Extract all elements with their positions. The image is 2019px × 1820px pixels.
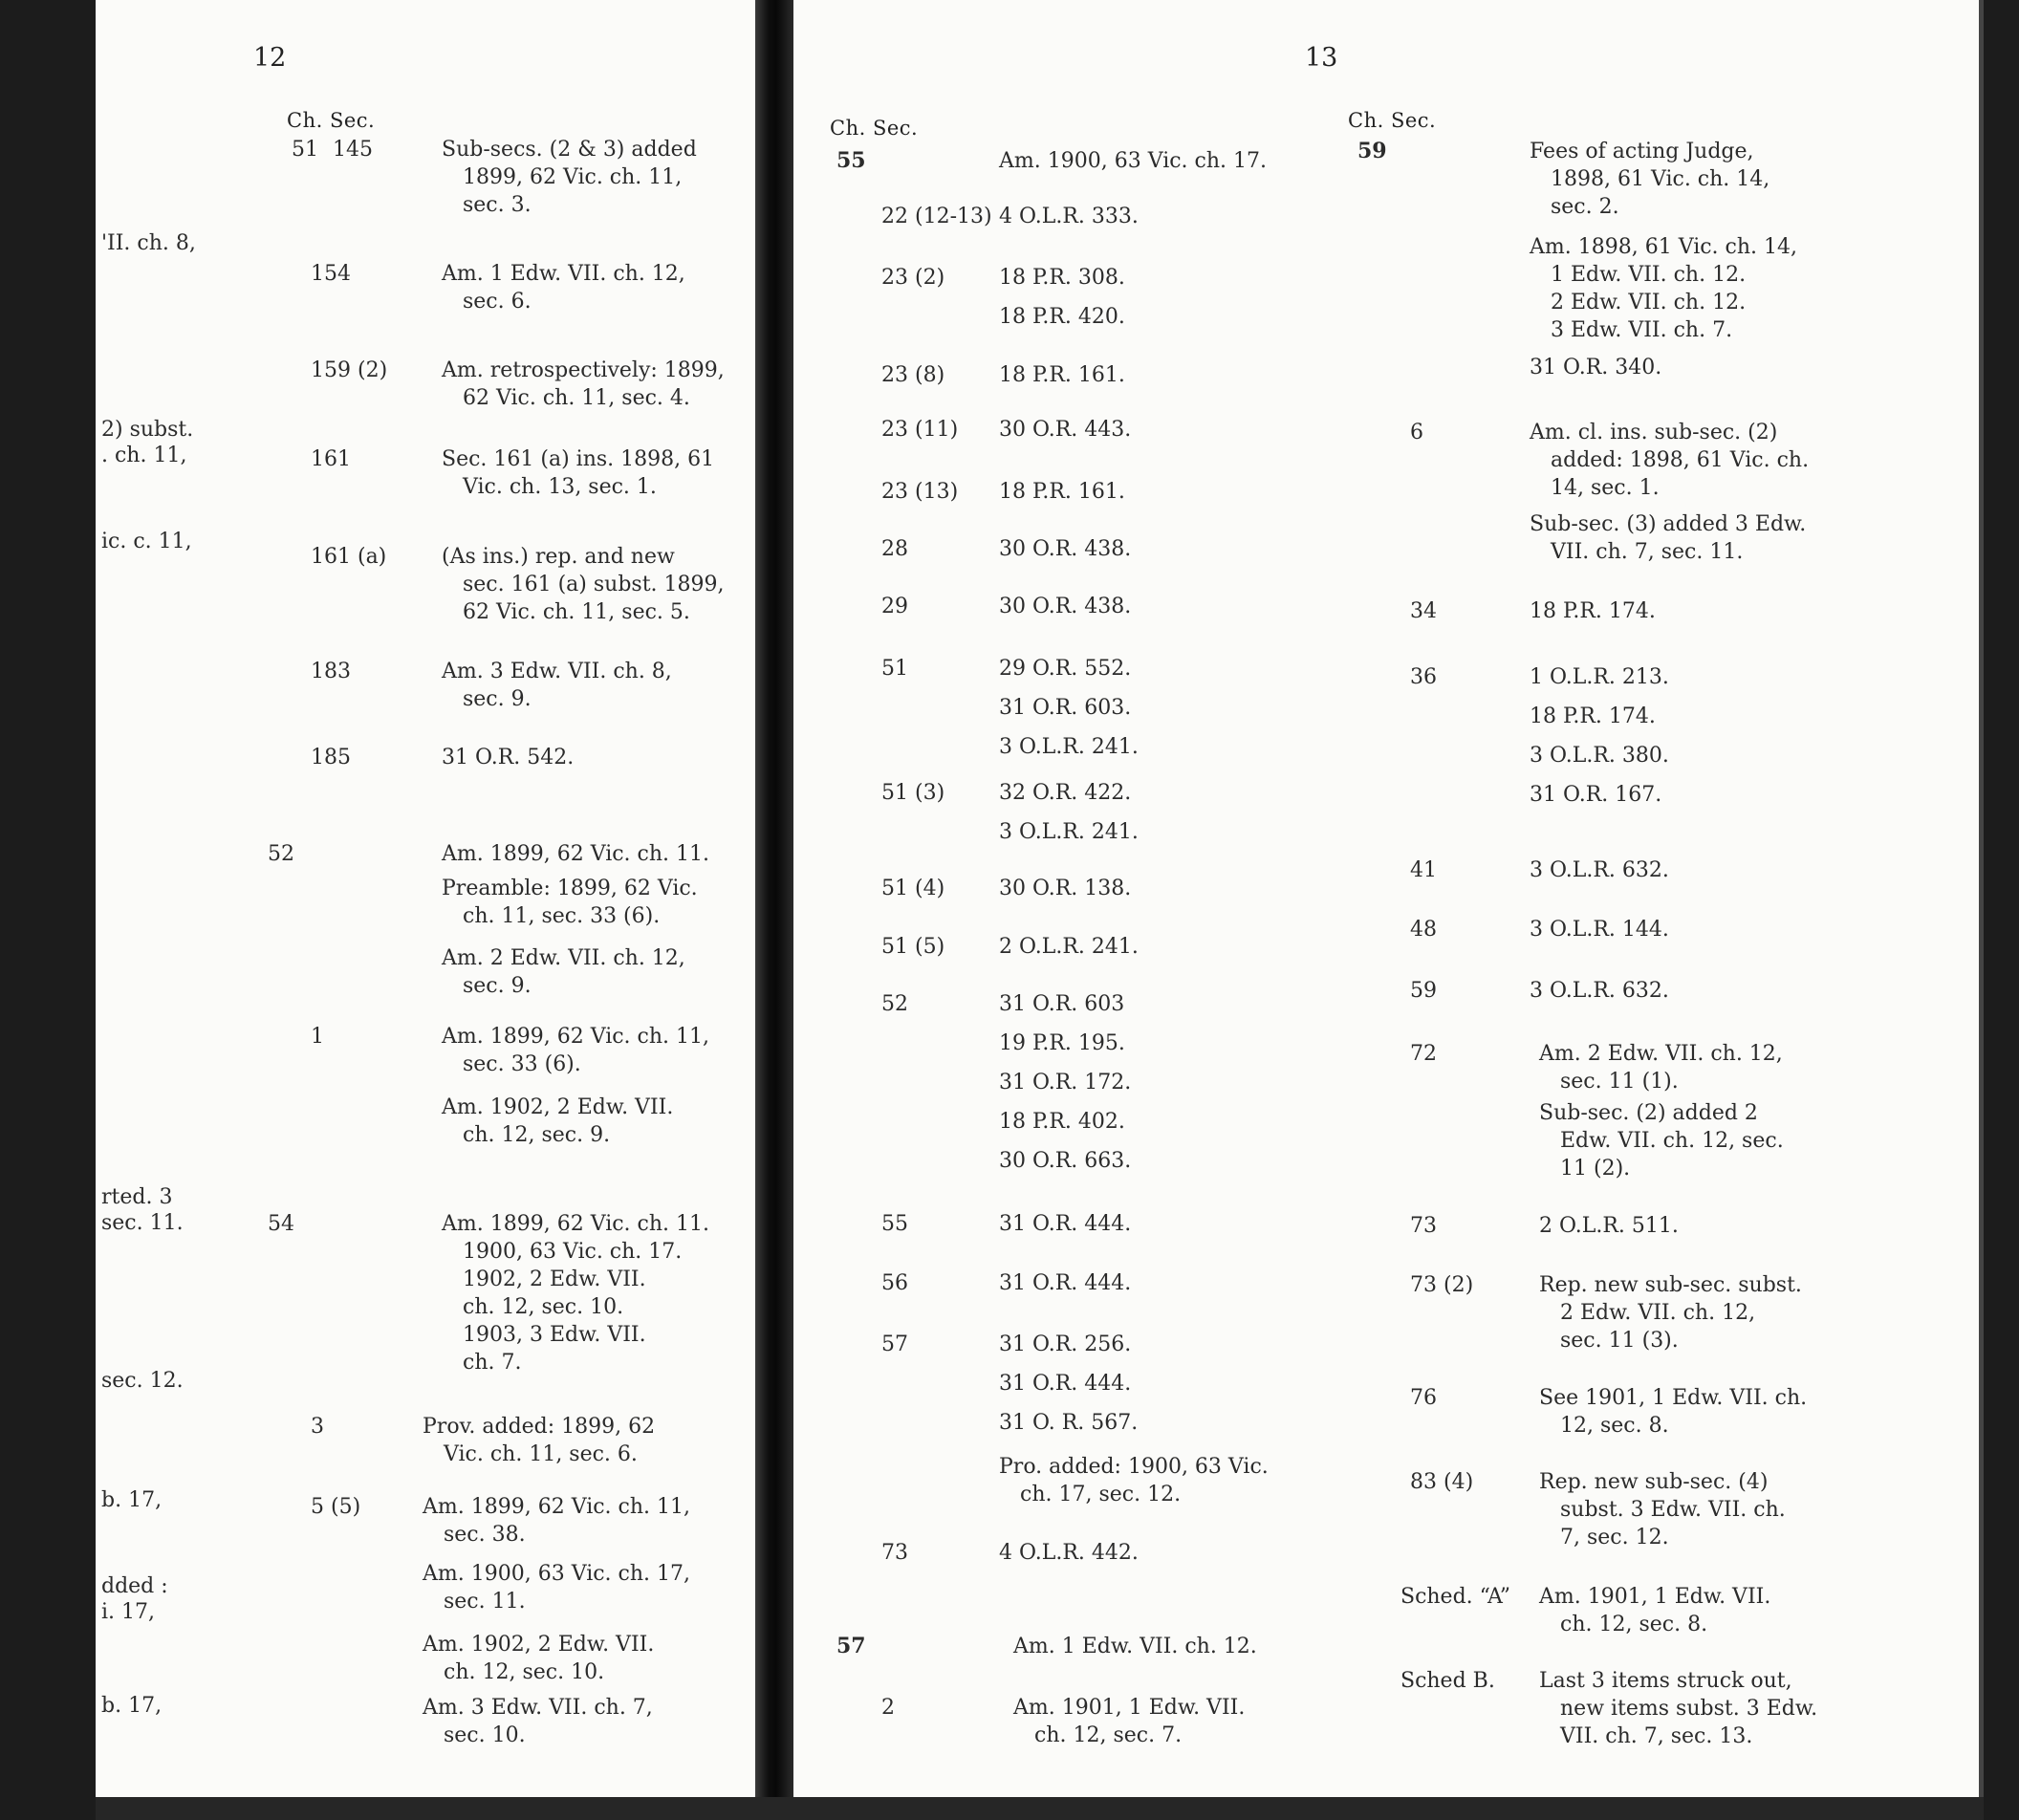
citation-line: 3 O.L.R. 632.	[1530, 979, 1669, 1003]
citation-line: sec. 9.	[463, 974, 532, 998]
section-number: 1	[311, 1025, 324, 1049]
citation-line: Rep. new sub-sec. subst.	[1539, 1273, 1802, 1297]
citation-line: 3 O.L.R. 144.	[1530, 918, 1669, 942]
section-number: 51 (3)	[881, 781, 945, 805]
citation-line: 31 O.R. 444.	[999, 1271, 1132, 1295]
section-number: 29	[881, 595, 908, 618]
citation-line: 31 O.R. 340.	[1530, 356, 1662, 379]
citation-line: 29 O.R. 552.	[999, 657, 1132, 681]
citation-line: 3 O.L.R. 241.	[999, 820, 1139, 844]
citation-line: sec. 11 (1).	[1560, 1070, 1679, 1094]
citation-line: Prov. added: 1899, 62	[423, 1415, 656, 1439]
citation-line: 3 Edw. VII. ch. 7.	[1551, 318, 1733, 342]
citation-line: Am. 1901, 1 Edw. VII.	[1013, 1696, 1246, 1720]
citation-line: Am. 1899, 62 Vic. ch. 11,	[442, 1025, 710, 1049]
citation-line: sec. 3.	[463, 193, 532, 217]
citation-line: sec. 2.	[1551, 195, 1619, 219]
margin-fragment: i. 17,	[101, 1600, 156, 1624]
citation-line: sec. 161 (a) subst. 1899,	[463, 573, 725, 596]
citation-line: VII. ch. 7, sec. 13.	[1560, 1724, 1753, 1748]
citation-line: 30 O.R. 443.	[999, 418, 1132, 442]
citation-line: ch. 12, sec. 7.	[1034, 1723, 1183, 1747]
citation-line: Am. 1 Edw. VII. ch. 12,	[442, 262, 685, 286]
section-number: 22 (12-13)	[881, 205, 992, 228]
section-number: 161	[311, 447, 351, 471]
margin-fragment: sec. 11.	[101, 1211, 184, 1235]
citation-line: 31 O.R. 542.	[442, 746, 575, 769]
citation-line: Am. 3 Edw. VII. ch. 7,	[423, 1696, 653, 1720]
citation-line: 14, sec. 1.	[1551, 476, 1660, 500]
chapter-number: 59	[1357, 139, 1387, 163]
section-number: 51	[881, 657, 908, 681]
chapter-number: 52	[268, 842, 294, 866]
citation-line: 1898, 61 Vic. ch. 14,	[1551, 167, 1770, 191]
citation-line: 31 O.R. 256.	[999, 1332, 1132, 1356]
section-number: Sched. “A”	[1400, 1585, 1510, 1609]
section-number: 28	[881, 537, 908, 561]
citation-line: ch. 11, sec. 33 (6).	[463, 904, 661, 928]
citation-line: subst. 3 Edw. VII. ch.	[1560, 1498, 1786, 1522]
citation-line: 31 O.R. 603.	[999, 696, 1132, 720]
section-number: 73	[1410, 1214, 1437, 1238]
section-number: 56	[881, 1271, 908, 1295]
section-number: 73	[881, 1541, 908, 1565]
citation-line: 19 P.R. 195.	[999, 1031, 1125, 1055]
citation-line: Last 3 items struck out,	[1539, 1669, 1792, 1693]
section-number: 41	[1410, 858, 1437, 882]
section-number: 51 (4)	[881, 877, 945, 900]
citation-line: See 1901, 1 Edw. VII. ch.	[1539, 1386, 1808, 1410]
citation-line: 4 O.L.R. 333.	[999, 205, 1139, 228]
citation-line: 2 O.L.R. 511.	[1539, 1214, 1679, 1238]
citation-line: Am. 2 Edw. VII. ch. 12,	[1539, 1042, 1783, 1066]
citation-line: 1903, 3 Edw. VII.	[463, 1323, 646, 1347]
citation-line: Vic. ch. 13, sec. 1.	[463, 475, 657, 499]
right-page	[793, 0, 1984, 1797]
citation-line: Sub-sec. (2) added 2	[1539, 1101, 1758, 1125]
citation-line: Sub-secs. (2 & 3) added	[442, 138, 697, 162]
citation-line: Am. 1899, 62 Vic. ch. 11,	[423, 1495, 691, 1519]
section-number: 23 (13)	[881, 480, 959, 504]
citation-line: 2 O.L.R. 241.	[999, 935, 1139, 959]
section-number: 48	[1410, 918, 1437, 942]
citation-line: 18 P.R. 174.	[1530, 599, 1656, 623]
citation-line: Am. 1 Edw. VII. ch. 12.	[1013, 1635, 1257, 1658]
citation-line: ch. 12, sec. 9.	[463, 1123, 611, 1147]
section-number: 23 (2)	[881, 266, 945, 290]
citation-line: 62 Vic. ch. 11, sec. 5.	[463, 600, 690, 624]
section-number: 5 (5)	[311, 1495, 361, 1519]
citation-line: ch. 12, sec. 8.	[1560, 1613, 1708, 1636]
citation-line: Sub-sec. (3) added 3 Edw.	[1530, 512, 1807, 536]
chapter-number: 51	[292, 138, 318, 162]
column-header: Ch. Sec.	[1348, 109, 1437, 132]
citation-line: 2 Edw. VII. ch. 12.	[1551, 291, 1747, 314]
citation-line: 1900, 63 Vic. ch. 17.	[463, 1240, 683, 1264]
citation-line: sec. 9.	[463, 687, 532, 711]
citation-line: 18 P.R. 308.	[999, 266, 1125, 290]
column-header: Ch. Sec.	[287, 109, 376, 132]
margin-fragment: 'II. ch. 8,	[101, 231, 196, 255]
section-number: 23 (11)	[881, 418, 959, 442]
citation-line: Am. 1900, 63 Vic. ch. 17,	[423, 1562, 691, 1586]
section-number: 59	[1410, 979, 1437, 1003]
citation-line: Am. 1899, 62 Vic. ch. 11.	[442, 1212, 710, 1236]
left-page	[96, 0, 755, 1797]
citation-line: 30 O.R. 663.	[999, 1149, 1132, 1173]
citation-line: 11 (2).	[1560, 1157, 1631, 1181]
citation-line: Sec. 161 (a) ins. 1898, 61	[442, 447, 715, 471]
chapter-number: 55	[836, 148, 866, 173]
section-number: 57	[881, 1332, 908, 1356]
citation-line: 31 O.R. 444.	[999, 1372, 1132, 1396]
citation-line: Edw. VII. ch. 12, sec.	[1560, 1129, 1784, 1153]
citation-line: ch. 17, sec. 12.	[1020, 1483, 1182, 1506]
citation-line: Am. 3 Edw. VII. ch. 8,	[442, 660, 672, 683]
section-number: 52	[881, 992, 908, 1016]
citation-line: 1 O.L.R. 213.	[1530, 665, 1669, 689]
margin-fragment: ic. c. 11,	[101, 530, 192, 553]
citation-line: sec. 6.	[463, 290, 532, 314]
citation-line: 62 Vic. ch. 11, sec. 4.	[463, 386, 690, 410]
section-number: 145	[333, 138, 373, 162]
citation-line: 3 O.L.R. 632.	[1530, 858, 1669, 882]
margin-fragment: b. 17,	[101, 1694, 163, 1718]
citation-line: 31 O.R. 444.	[999, 1212, 1132, 1236]
column-header: Ch. Sec.	[830, 117, 919, 140]
scan-border	[96, 1797, 1984, 1820]
section-number: Sched B.	[1400, 1669, 1495, 1693]
citation-line: Am. 1901, 1 Edw. VII.	[1539, 1585, 1771, 1609]
section-number: 3	[311, 1415, 324, 1439]
citation-line: 2 Edw. VII. ch. 12,	[1560, 1301, 1756, 1325]
citation-line: 1 Edw. VII. ch. 12.	[1551, 263, 1747, 287]
citation-line: 31 O.R. 167.	[1530, 783, 1662, 807]
citation-line: 12, sec. 8.	[1560, 1414, 1669, 1438]
section-number: 159 (2)	[311, 358, 388, 382]
page-number: 13	[1305, 43, 1338, 73]
margin-fragment: 2) subst.	[101, 418, 194, 442]
section-number: 183	[311, 660, 351, 683]
citation-line: 30 O.R. 138.	[999, 877, 1132, 900]
page-number: 12	[253, 43, 287, 73]
citation-line: sec. 11.	[444, 1590, 526, 1614]
section-number: 73 (2)	[1410, 1273, 1474, 1297]
section-number: 55	[881, 1212, 908, 1236]
citation-line: Am. cl. ins. sub-sec. (2)	[1530, 421, 1778, 444]
citation-line: 3 O.L.R. 241.	[999, 735, 1139, 759]
margin-fragment: sec. 12.	[101, 1369, 184, 1393]
citation-line: 18 P.R. 174.	[1530, 704, 1656, 728]
citation-line: added: 1898, 61 Vic. ch.	[1551, 448, 1810, 472]
section-number: 2	[881, 1696, 895, 1720]
citation-line: 18 P.R. 161.	[999, 363, 1125, 387]
citation-line: (As ins.) rep. and new	[442, 545, 675, 569]
section-number: 185	[311, 746, 351, 769]
section-number: 36	[1410, 665, 1437, 689]
citation-line: Am. retrospectively: 1899,	[442, 358, 725, 382]
citation-line: 1899, 62 Vic. ch. 11,	[463, 165, 683, 189]
section-number: 51 (5)	[881, 935, 945, 959]
citation-line: 7, sec. 12.	[1560, 1526, 1669, 1549]
margin-fragment: dded :	[101, 1574, 168, 1598]
citation-line: Rep. new sub-sec. (4)	[1539, 1470, 1769, 1494]
margin-fragment: . ch. 11,	[101, 444, 187, 467]
chapter-number: 54	[268, 1212, 294, 1236]
citation-line: 18 P.R. 161.	[999, 480, 1125, 504]
citation-line: ch. 12, sec. 10.	[463, 1295, 624, 1319]
chapter-number: 57	[836, 1634, 866, 1658]
book-gutter	[755, 0, 793, 1797]
section-number: 154	[311, 262, 351, 286]
citation-line: sec. 10.	[444, 1723, 526, 1747]
section-number: 34	[1410, 599, 1437, 623]
citation-line: Vic. ch. 11, sec. 6.	[444, 1442, 638, 1466]
citation-line: Am. 1899, 62 Vic. ch. 11.	[442, 842, 710, 866]
citation-line: 1902, 2 Edw. VII.	[463, 1268, 646, 1291]
margin-fragment: b. 17,	[101, 1488, 163, 1512]
citation-line: 31 O.R. 603	[999, 992, 1125, 1016]
citation-line: 3 O.L.R. 380.	[1530, 744, 1669, 768]
section-number: 6	[1410, 421, 1423, 444]
citation-line: new items subst. 3 Edw.	[1560, 1697, 1818, 1721]
citation-line: 32 O.R. 422.	[999, 781, 1132, 805]
section-number: 83 (4)	[1410, 1470, 1474, 1494]
citation-line: ch. 7.	[463, 1351, 522, 1375]
citation-line: Am. 1898, 61 Vic. ch. 14,	[1530, 235, 1798, 259]
citation-line: sec. 38.	[444, 1523, 526, 1547]
section-number: 76	[1410, 1386, 1437, 1410]
section-number: 72	[1410, 1042, 1437, 1066]
citation-line: 31 O. R. 567.	[999, 1411, 1139, 1435]
citation-line: Am. 2 Edw. VII. ch. 12,	[442, 946, 685, 970]
citation-line: 30 O.R. 438.	[999, 537, 1132, 561]
citation-line: Fees of acting Judge,	[1530, 140, 1754, 163]
citation-line: sec. 33 (6).	[463, 1052, 581, 1076]
section-number: 23 (8)	[881, 363, 945, 387]
citation-line: sec. 11 (3).	[1560, 1329, 1679, 1353]
citation-line: 31 O.R. 172.	[999, 1071, 1132, 1094]
citation-line: 18 P.R. 420.	[999, 305, 1125, 329]
citation-line: Pro. added: 1900, 63 Vic.	[999, 1455, 1269, 1479]
margin-fragment: rted. 3	[101, 1185, 173, 1209]
citation-line: 4 O.L.R. 442.	[999, 1541, 1139, 1565]
citation-line: VII. ch. 7, sec. 11.	[1551, 540, 1744, 564]
citation-line: 30 O.R. 438.	[999, 595, 1132, 618]
citation-line: Am. 1900, 63 Vic. ch. 17.	[999, 149, 1268, 173]
citation-line: 18 P.R. 402.	[999, 1110, 1125, 1134]
citation-line: ch. 12, sec. 10.	[444, 1660, 605, 1684]
section-number: 161 (a)	[311, 545, 387, 569]
citation-line: Am. 1902, 2 Edw. VII.	[442, 1095, 674, 1119]
citation-line: Preamble: 1899, 62 Vic.	[442, 877, 698, 900]
citation-line: Am. 1902, 2 Edw. VII.	[423, 1633, 655, 1657]
